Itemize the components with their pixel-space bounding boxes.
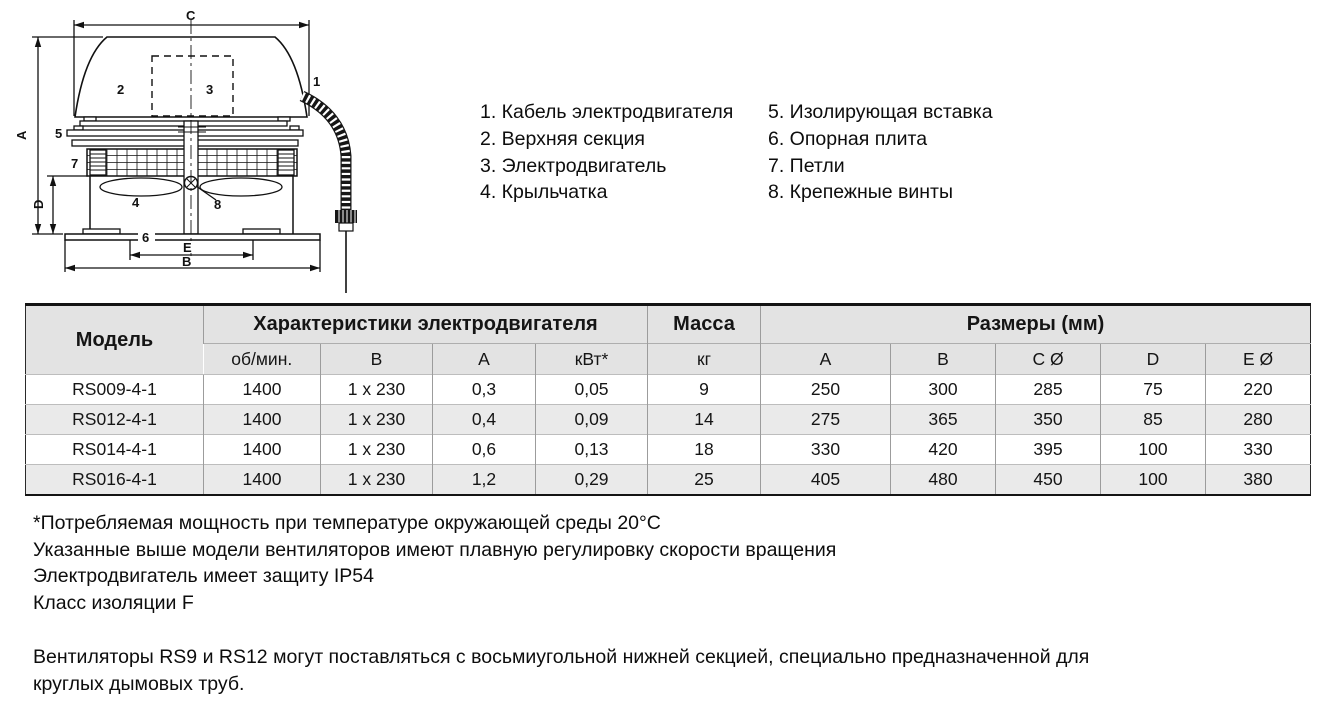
col-header-kw: кВт*: [536, 344, 648, 375]
model-cell: RS016-4-1: [26, 465, 204, 496]
parts-list-column-1: [480, 99, 733, 206]
fan-technical-drawing: [10, 4, 410, 298]
col-group-dimensions: Размеры (мм): [761, 305, 1311, 344]
dim-label-c: C: [186, 8, 196, 23]
part-label-8: 8: [214, 197, 222, 212]
parts-list-item: 6. Опорная плита: [768, 127, 928, 150]
col-header-model: Модель: [26, 305, 204, 375]
col-group-mass: Масса: [648, 305, 761, 344]
table-header-row-units: [26, 344, 1311, 375]
parts-list-item: 7. Петли: [768, 154, 845, 177]
footer-paragraph: Вентиляторы RS9 и RS12 могут поставляться с восьмиугольной нижней секцией, специально предназначенной для круглых дымовых труб.: [33, 646, 1090, 695]
spec-table: [25, 303, 1311, 496]
parts-list-item: 4. Крыльчатка: [480, 181, 608, 204]
col-header-dim-d: D: [1101, 344, 1206, 375]
col-header-volts: В: [321, 344, 433, 375]
parts-list-item: 2. Верхняя секция: [480, 127, 645, 150]
part-label-7: 7: [71, 156, 79, 171]
table-row: RS012-4-1 1400 1 x 230 0,4 0,09 14 275 365 350 85 280: [26, 405, 1311, 435]
parts-list-item: 3. Электродвигатель: [480, 154, 667, 177]
col-header-dim-c: C Ø: [996, 344, 1101, 375]
table-header-row-groups: [26, 305, 1311, 344]
parts-list-column-2: [768, 99, 993, 206]
table-row: RS009-4-1 1400 1 x 230 0,3 0,05 9 250 300 285 75 220: [26, 375, 1311, 405]
part-label-2: 2: [117, 82, 125, 97]
model-cell: RS014-4-1: [26, 435, 204, 465]
table-row: RS014-4-1 1400 1 x 230 0,6 0,13 18 330 420 395 100 330: [26, 435, 1311, 465]
notes-block: [33, 510, 836, 616]
col-header-dim-a: A: [761, 344, 891, 375]
note-insulation-class: Класс изоляции F: [33, 591, 194, 614]
col-header-amps: А: [433, 344, 536, 375]
table-row: RS016-4-1 1400 1 x 230 1,2 0,29 25 405 480 450 100 380: [26, 465, 1311, 496]
model-cell: RS009-4-1: [26, 375, 204, 405]
part-label-6: 6: [142, 230, 150, 245]
motor-cable: [302, 96, 357, 293]
col-header-dim-e: E Ø: [1206, 344, 1311, 375]
dim-label-e: E: [183, 240, 192, 255]
col-header-kg: кг: [648, 344, 761, 375]
part-label-4: 4: [132, 195, 140, 210]
parts-list-item: 5. Изолирующая вставка: [768, 101, 993, 123]
col-header-rpm: об/мин.: [204, 344, 321, 375]
col-group-motor-specs: Характеристики электродвигателя: [204, 305, 648, 344]
drawing-linework: [32, 20, 357, 293]
note-power-consumption: *Потребляемая мощность при температуре окружающей среды 20°С: [33, 512, 661, 534]
part-label-1: 1: [313, 74, 321, 89]
dimension-d: [47, 176, 88, 234]
model-cell: RS012-4-1: [26, 405, 204, 435]
part-label-3: 3: [206, 82, 214, 97]
dim-label-a: A: [14, 130, 29, 140]
note-speed-control: Указанные выше модели вентиляторов имеют плавную регулировку скорости вращения: [33, 538, 837, 561]
parts-list-item: 8. Крепежные винты: [768, 181, 953, 204]
col-header-dim-b: B: [891, 344, 996, 375]
dim-label-b: B: [182, 254, 192, 269]
part-label-5: 5: [55, 126, 63, 141]
note-ip-rating: Электродвигатель имеет защиту IP54: [33, 565, 374, 588]
dim-label-d: D: [31, 199, 46, 209]
parts-list-item: 1. Кабель электродвигателя: [480, 101, 734, 123]
